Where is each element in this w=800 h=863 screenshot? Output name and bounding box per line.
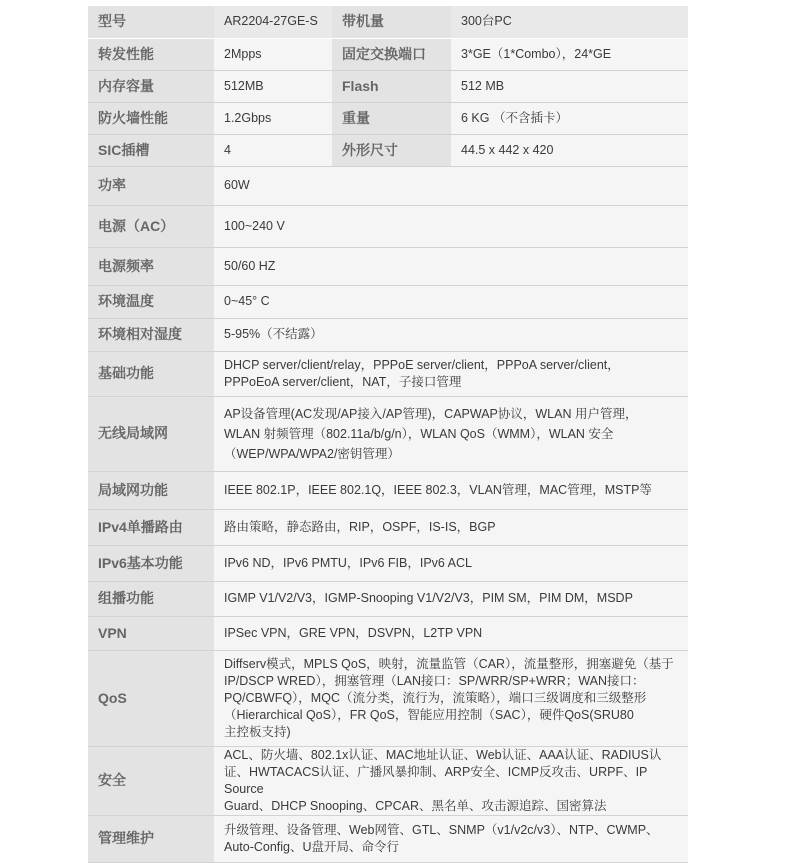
firewall-value: 1.2Gbps xyxy=(214,102,332,134)
management-value-line: Auto-Config、U盘开局、命令行 xyxy=(224,839,400,854)
management-value xyxy=(214,815,688,862)
ipv6-value: IPv6 ND，IPv6 PMTU，IPv6 FIB，IPv6 ACL xyxy=(214,545,688,581)
security-value-line: 证、HWTACACS认证、广播风暴抑制、ARP安全、ICMP反攻击、URPF、IP Source xyxy=(224,764,648,796)
table-row xyxy=(88,471,688,509)
table-row xyxy=(88,166,688,205)
table-row xyxy=(88,545,688,581)
fixed-ports-label: 固定交换端口 xyxy=(332,38,451,70)
basic-label: 基础功能 xyxy=(88,351,214,396)
forwarding-value: 2Mpps xyxy=(214,38,332,70)
wlan-label: 无线局域网 xyxy=(88,396,214,471)
memory-value: 512MB xyxy=(214,70,332,102)
qos-value-line: PQ/CBWFQ），MQC（流分类，流行为，流策略），端口三级调度和三级整形 xyxy=(224,690,647,705)
management-value-line: 升级管理、设备管理、Web网管、GTL、SNMP（v1/v2c/v3）、NTP、CWMP、 xyxy=(224,822,659,837)
vpn-label: VPN xyxy=(88,616,214,650)
sic-label: SIC插槽 xyxy=(88,134,214,166)
multicast-label: 组播功能 xyxy=(88,581,214,616)
security-value-line: Guard、DHCP Snooping、CPCAR、黑名单、攻击源追踪、国密算法 xyxy=(224,798,607,813)
security-value xyxy=(214,746,688,815)
basic-value xyxy=(214,351,688,396)
wlan-value xyxy=(214,396,688,471)
ipv4-label: IPv4单播路由 xyxy=(88,509,214,545)
security-label: 安全 xyxy=(88,746,214,815)
table-row xyxy=(88,351,688,396)
table-row xyxy=(88,318,688,351)
ipv4-value: 路由策略，静态路由，RIP，OSPF，IS-IS，BGP xyxy=(214,509,688,545)
table-row xyxy=(88,581,688,616)
vpn-value: IPSec VPN，GRE VPN，DSVPN，L2TP VPN xyxy=(214,616,688,650)
dimensions-value: 44.5 x 442 x 420 xyxy=(451,134,688,166)
firewall-label: 防火墙性能 xyxy=(88,102,214,134)
security-value-line: ACL、防火墙、802.1x认证、MAC地址认证、Web认证、AAA认证、RADIUS认 xyxy=(224,747,662,762)
table-row xyxy=(88,6,688,38)
table-row xyxy=(88,38,688,70)
flash-label: Flash xyxy=(332,70,451,102)
qos-label: QoS xyxy=(88,650,214,746)
dimensions-label: 外形尺寸 xyxy=(332,134,451,166)
qos-value-line: （Hierarchical QoS），FR QoS，智能应用控制（SAC），硬件QoS(SRU80 xyxy=(224,707,634,722)
model-value: AR2204-27GE-S xyxy=(214,6,332,38)
table-row xyxy=(88,70,688,102)
power-label: 功率 xyxy=(88,166,214,205)
qos-value xyxy=(214,650,688,746)
model-label: 型号 xyxy=(88,6,214,38)
fixed-ports-value: 3*GE（1*Combo），24*GE xyxy=(451,38,688,70)
basic-value-line: PPPoEoA server/client，NAT，子接口管理 xyxy=(224,374,462,389)
wlan-value-line: AP设备管理(AC发现/AP接入/AP管理)，CAPWAP协议，WLAN 用户管理， xyxy=(224,406,638,421)
frequency-value: 50/60 HZ xyxy=(214,247,688,285)
table-row xyxy=(88,102,688,134)
flash-value: 512 MB xyxy=(451,70,688,102)
users-value: 300台PC xyxy=(451,6,688,38)
memory-label: 内存容量 xyxy=(88,70,214,102)
psu-label: 电源（AC） xyxy=(88,205,214,247)
weight-label: 重量 xyxy=(332,102,451,134)
table-row xyxy=(88,247,688,285)
table-row xyxy=(88,134,688,166)
table-row xyxy=(88,815,688,862)
temperature-value: 0~45° C xyxy=(214,285,688,318)
wlan-value-line: （WEP/WPA/WPA2/密钥管理） xyxy=(224,446,400,461)
spec-table xyxy=(88,6,688,863)
management-label: 管理维护 xyxy=(88,815,214,862)
lan-label: 局域网功能 xyxy=(88,471,214,509)
qos-value-line: 主控板支持) xyxy=(224,724,291,739)
temperature-label: 环境温度 xyxy=(88,285,214,318)
lan-value: IEEE 802.1P，IEEE 802.1Q，IEEE 802.3，VLAN管理，MAC管理，MSTP等 xyxy=(214,471,688,509)
users-label: 带机量 xyxy=(332,6,451,38)
sic-value: 4 xyxy=(214,134,332,166)
multicast-value: IGMP V1/V2/V3，IGMP-Snooping V1/V2/V3，PIM SM，PIM DM，MSDP xyxy=(214,581,688,616)
humidity-value: 5-95%（不结露） xyxy=(214,318,688,351)
qos-value-line: IP/DSCP WRED），拥塞管理（LAN接口：SP/WRR/SP+WRR；WAN接口： xyxy=(224,673,645,688)
table-row xyxy=(88,746,688,815)
wlan-value-line: WLAN 射频管理（802.11a/b/g/n），WLAN QoS（WMM），WLAN 安全 xyxy=(224,426,614,441)
ipv6-label: IPv6基本功能 xyxy=(88,545,214,581)
weight-value: 6 KG （不含插卡） xyxy=(451,102,688,134)
psu-value: 100~240 V xyxy=(214,205,688,247)
table-row xyxy=(88,509,688,545)
table-row xyxy=(88,285,688,318)
humidity-label: 环境相对湿度 xyxy=(88,318,214,351)
table-row xyxy=(88,396,688,471)
table-row xyxy=(88,650,688,746)
table-row xyxy=(88,616,688,650)
frequency-label: 电源频率 xyxy=(88,247,214,285)
basic-value-line: DHCP server/client/relay，PPPoE server/client，PPPoA server/client， xyxy=(224,357,620,372)
table-row xyxy=(88,205,688,247)
power-value: 60W xyxy=(214,166,688,205)
qos-value-line: Diffserv模式，MPLS QoS，映射，流量监管（CAR），流量整形，拥塞避免（基于 xyxy=(224,656,674,671)
forwarding-label: 转发性能 xyxy=(88,38,214,70)
